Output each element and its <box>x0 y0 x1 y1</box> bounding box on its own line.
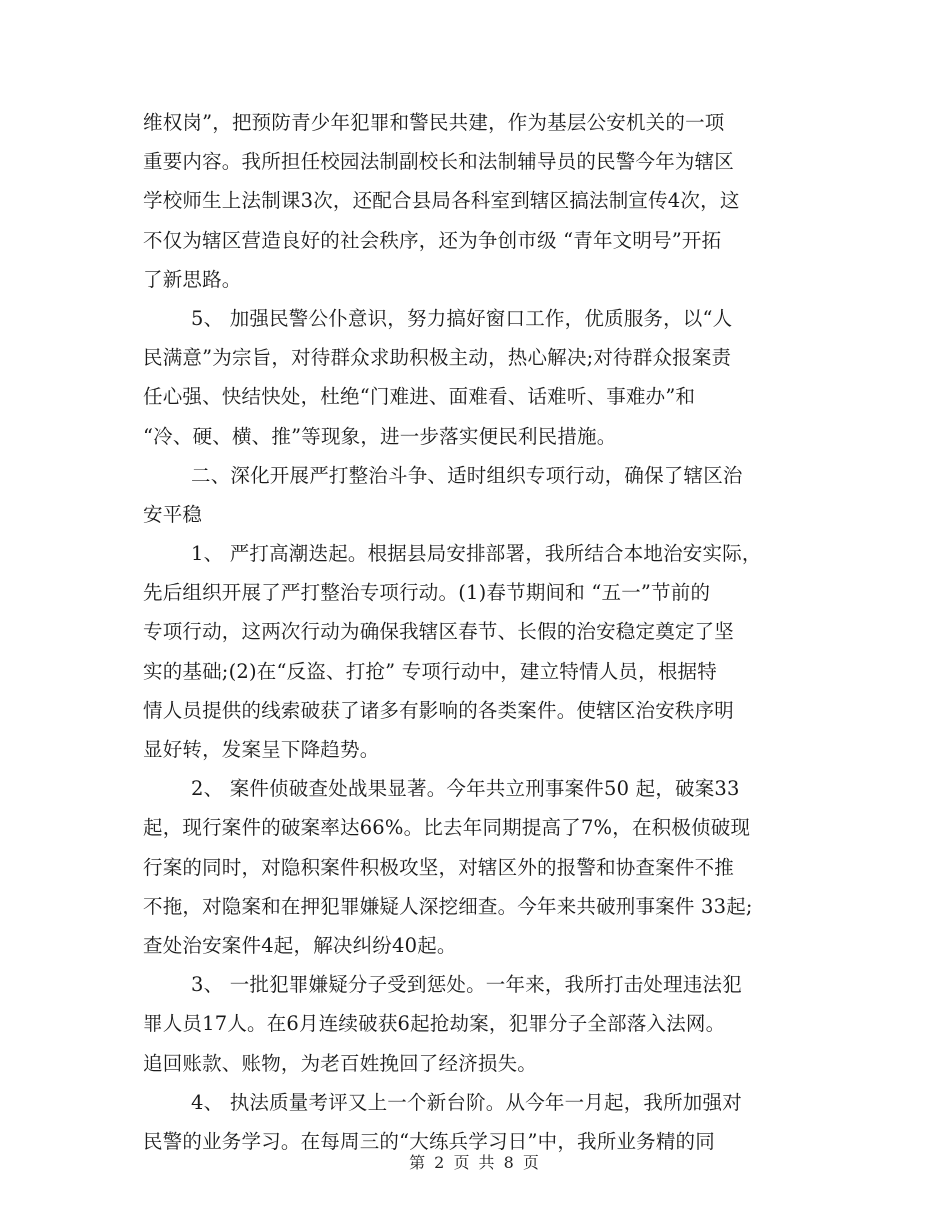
text-line: 民满意”为宗旨，对待群众求助积极主动，热心解决;对待群众报案责 <box>143 346 732 370</box>
text-line: 安平稳 <box>143 502 203 526</box>
text-line: 行案的同时，对隐积案件积极攻坚，对辖区外的报警和协查案件不推 <box>143 855 735 879</box>
page-footer: 第 2 页 共 8 页 <box>409 1153 541 1172</box>
text-line: 了新思路。 <box>143 267 242 291</box>
text-line: 起，现行案件的破案率达66%。比去年同期提高了7%，在积极侦破现 <box>143 816 751 840</box>
text-line: 1、 严打高潮迭起。根据县局安排部署，我所结合本地治安实际， <box>191 542 762 566</box>
text-line: 维权岗”，把预防青少年犯罪和警民共建，作为基层公安机关的一项 <box>143 111 725 134</box>
text-line: 2、 案件侦破查处战果显著。今年共立刑事案件50 起，破案33 <box>191 777 740 801</box>
text-line: 显好转，发案呈下降趋势。 <box>143 738 380 761</box>
text-line: 5、 加强民警公仆意识，努力搞好窗口工作，优质服务，以“人 <box>191 306 733 330</box>
text-line: 专项行动，这两次行动为确保我辖区春节、长假的治安稳定奠定了坚 <box>143 620 735 644</box>
text-line: 4、 执法质量考评又上一个新台阶。从今年一月起，我所加强对 <box>191 1090 742 1114</box>
text-line: 不拖，对隐案和在押犯罪嫌疑人深挖细查。今年来共破刑事案件 33起; <box>143 894 753 918</box>
text-line: 学校师生上法制课3次，还配合县局各科室到辖区搞法制宣传4次，这 <box>143 189 740 213</box>
text-line: 任心强、快结快处，杜绝“门难进、面难看、话难听、事难办”和 <box>143 385 696 409</box>
text-line: 实的基础;(2)在“反盗、打抢” 专项行动中，建立特情人员，根据特 <box>143 659 717 683</box>
document-body <box>143 103 815 1161</box>
text-line: “冷、硬、横、推”等现象，进一步落实便民利民措施。 <box>143 424 617 448</box>
text-line: 追回账款、账物，为老百姓挽回了经济损失。 <box>143 1051 538 1075</box>
text-line: 情人员提供的线索破获了诸多有影响的各类案件。使辖区治安秩序明 <box>143 698 735 722</box>
text-line: 查处治安案件4起，解决纠纷40起。 <box>143 933 457 957</box>
text-line: 3、 一批犯罪嫌疑分子受到惩处。一年来，我所打击处理违法犯 <box>191 973 742 997</box>
text-line: 重要内容。我所担任校园法制副校长和法制辅导员的民警今年为辖区 <box>143 150 735 174</box>
text-line: 民警的业务学习。在每周三的“大练兵学习日”中，我所业务精的同 <box>143 1129 715 1153</box>
text-line: 二、深化开展严打整治斗争、适时组织专项行动，确保了辖区治 <box>191 463 743 487</box>
text-line: 罪人员17人。在6月连续破获6起抢劫案，犯罪分子全部落入法网。 <box>143 1012 726 1036</box>
text-line: 不仅为辖区营造良好的社会秩序，还为争创市级 “青年文明号”开拓 <box>143 228 722 252</box>
text-line: 先后组织开展了严打整治专项行动。(1)春节期间和 “五一”节前的 <box>143 581 711 605</box>
